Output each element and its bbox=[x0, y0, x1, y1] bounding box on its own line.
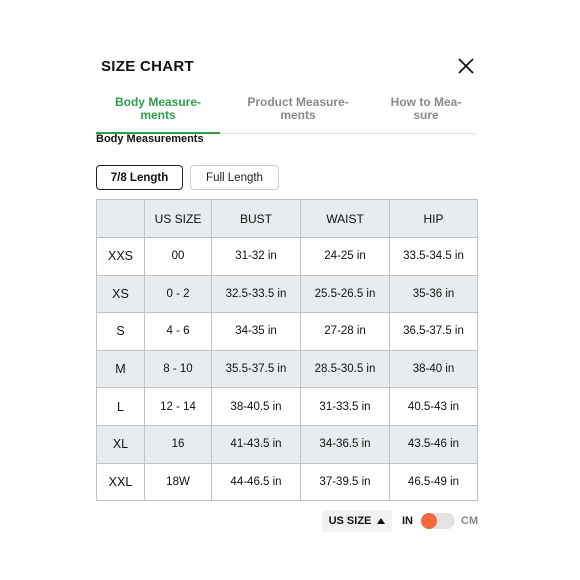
measurement-tabs bbox=[96, 96, 476, 134]
header-cell: WAIST bbox=[301, 200, 390, 238]
table-row bbox=[97, 463, 478, 501]
tab-label-line: Body Measure- bbox=[114, 95, 202, 109]
close-icon bbox=[456, 56, 476, 76]
size-system-label: US SIZE bbox=[328, 515, 372, 527]
tab-product-measurements[interactable] bbox=[238, 96, 358, 122]
tab-label-line: How to Mea- bbox=[390, 95, 462, 109]
table-cell: 43.5-46 in bbox=[390, 425, 478, 463]
tab-label-line: ments bbox=[280, 108, 316, 122]
tab-label-line: sure bbox=[413, 108, 439, 122]
table-cell: 27-28 in bbox=[301, 313, 390, 351]
table-cell: 34-35 in bbox=[212, 313, 301, 351]
table-cell: 37-39.5 in bbox=[301, 463, 390, 501]
table-cell: 32.5-33.5 in bbox=[212, 275, 301, 313]
table-cell: 0 - 2 bbox=[145, 275, 212, 313]
size-table bbox=[96, 199, 478, 501]
table-cell: 31-32 in bbox=[212, 238, 301, 276]
table-cell: 34-36.5 in bbox=[301, 425, 390, 463]
table-cell: 16 bbox=[145, 425, 212, 463]
table-cell: 38-40.5 in bbox=[212, 388, 301, 426]
table-cell: 40.5-43 in bbox=[390, 388, 478, 426]
size-cell: XXS bbox=[97, 238, 145, 276]
table-header-row bbox=[97, 200, 478, 238]
table-cell: 4 - 6 bbox=[145, 313, 212, 351]
table-row bbox=[97, 275, 478, 313]
table-cell: 8 - 10 bbox=[145, 350, 212, 388]
table-cell: 25.5-26.5 in bbox=[301, 275, 390, 313]
unit-in-label: IN bbox=[402, 515, 413, 527]
table-cell: 31-33.5 in bbox=[301, 388, 390, 426]
table-cell: 33.5-34.5 in bbox=[390, 238, 478, 276]
tab-label-line: ments bbox=[140, 108, 176, 122]
size-cell: XXL bbox=[97, 463, 145, 501]
table-cell: 41-43.5 in bbox=[212, 425, 301, 463]
table-cell: 44-46.5 in bbox=[212, 463, 301, 501]
seven-eighths-length-button[interactable]: 7/8 Length bbox=[96, 165, 183, 190]
size-cell: M bbox=[97, 350, 145, 388]
table-row bbox=[97, 313, 478, 351]
table-cell: 38-40 in bbox=[390, 350, 478, 388]
header-cell: HIP bbox=[390, 200, 478, 238]
unit-cm-label: CM bbox=[461, 515, 479, 527]
tab-how-to-measure[interactable] bbox=[381, 96, 471, 122]
table-cell: 46.5-49 in bbox=[390, 463, 478, 501]
table-cell: 00 bbox=[145, 238, 212, 276]
table-cell: 28.5-30.5 in bbox=[301, 350, 390, 388]
table-row bbox=[97, 238, 478, 276]
size-cell: L bbox=[97, 388, 145, 426]
toggle-knob bbox=[421, 513, 437, 529]
tab-body-measurements[interactable] bbox=[106, 96, 210, 122]
modal-title: SIZE CHART bbox=[101, 58, 194, 75]
triangle-up-icon bbox=[377, 518, 385, 524]
unit-toggle-switch[interactable] bbox=[421, 513, 455, 529]
unit-controls bbox=[322, 510, 478, 532]
header-cell: BUST bbox=[212, 200, 301, 238]
size-cell: S bbox=[97, 313, 145, 351]
table-row bbox=[97, 388, 478, 426]
tab-label-line: Product Measure- bbox=[247, 95, 349, 109]
table-cell: 12 - 14 bbox=[145, 388, 212, 426]
table-cell: 18W bbox=[145, 463, 212, 501]
header-cell: US SIZE bbox=[145, 200, 212, 238]
size-cell: XL bbox=[97, 425, 145, 463]
full-length-button[interactable]: Full Length bbox=[190, 165, 279, 190]
table-row bbox=[97, 425, 478, 463]
table-cell: 24-25 in bbox=[301, 238, 390, 276]
table-cell: 35.5-37.5 in bbox=[212, 350, 301, 388]
size-cell: XS bbox=[97, 275, 145, 313]
size-system-dropdown[interactable] bbox=[322, 510, 392, 532]
table-cell: 36.5-37.5 in bbox=[390, 313, 478, 351]
table-row bbox=[97, 350, 478, 388]
header-cell bbox=[97, 200, 145, 238]
section-label: Body Measurements bbox=[96, 133, 204, 145]
table-cell: 35-36 in bbox=[390, 275, 478, 313]
close-button[interactable] bbox=[456, 56, 476, 76]
